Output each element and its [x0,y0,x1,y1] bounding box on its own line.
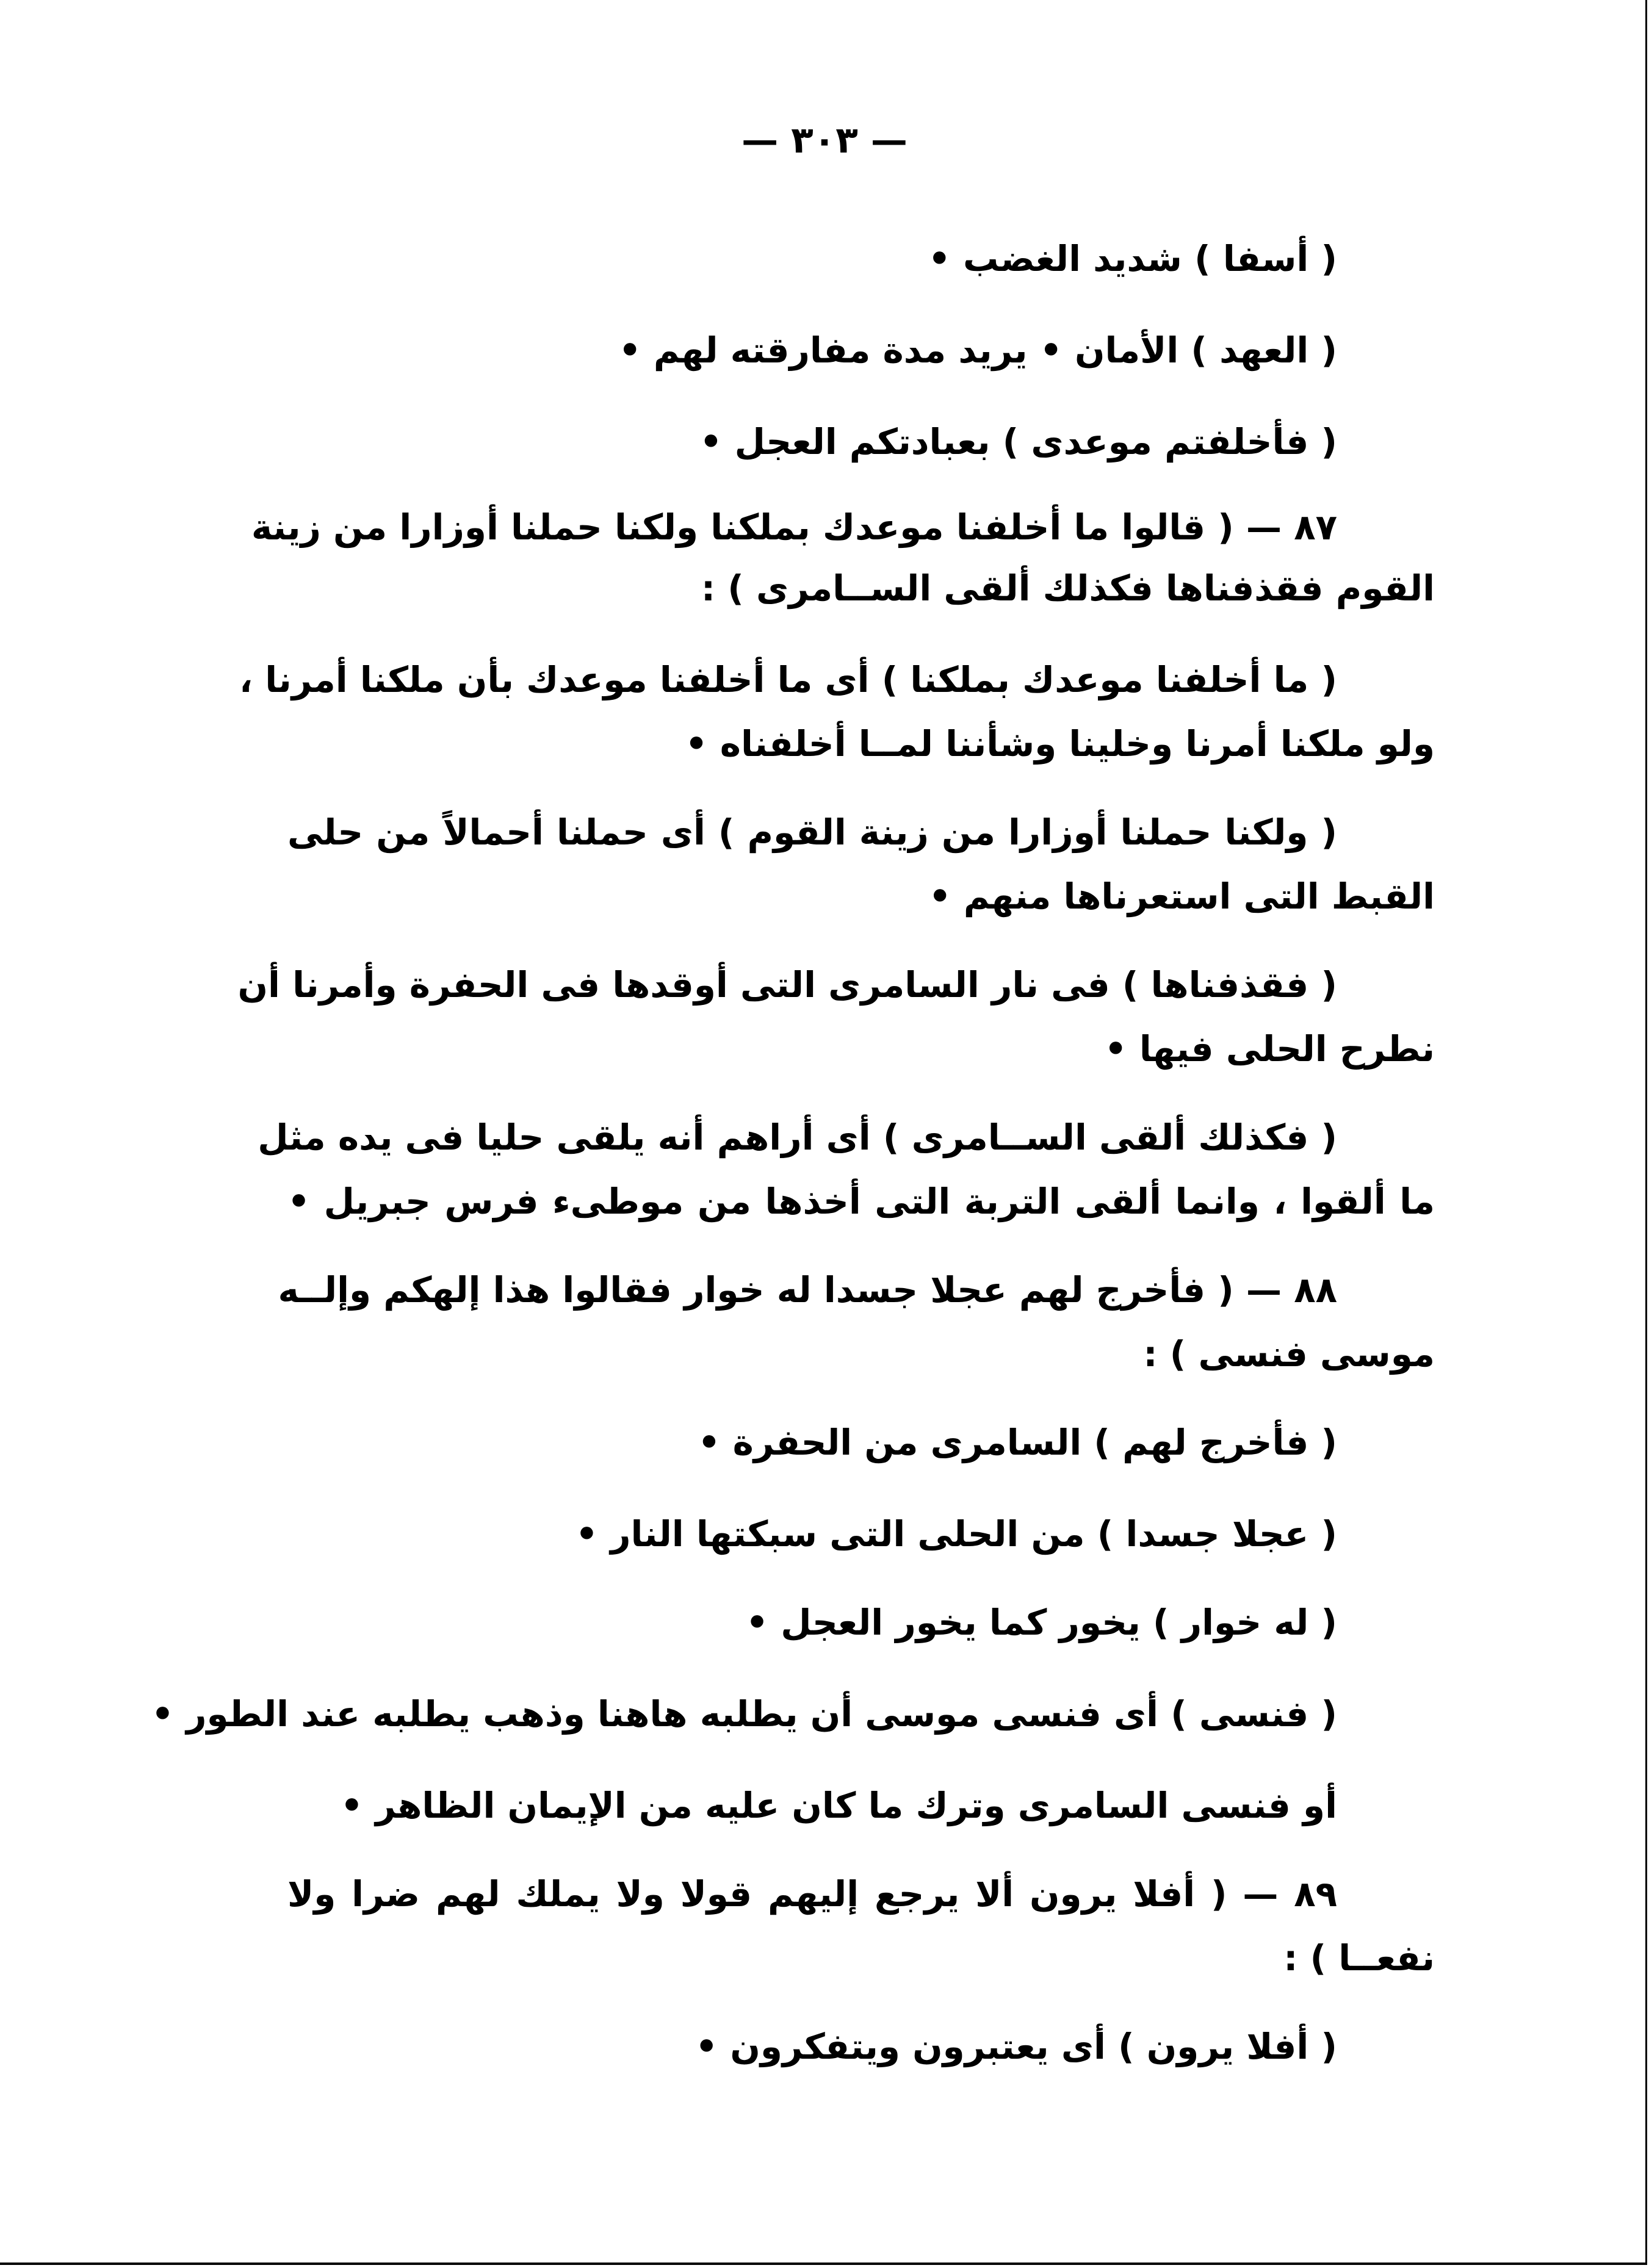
text-line-8: ( ولكنا حملنا أوزارا من زينة القوم ) أى حملنا أحمالاً من حلى [287,812,1337,853]
text-line-13: ما ألقوا ، وانما ألقى التربة التى أخذها من موطىء فرس جبريل • [287,1181,1435,1222]
text-line-20: أو فنسى السامرى وترك ما كان عليه من الإيمان الظاهر • [340,1785,1337,1826]
text-line-14: ٨٨ — ( فأخرج لهم عجلا جسدا له خوار فقالوا هذا إلهكم وإلــه [278,1269,1337,1311]
text-line-6: ( ما أخلفنا موعدك بملكنا ) أى ما أخلفنا موعدك بأن ملكنا أمرنا ، [239,659,1337,700]
text-line-2: ( العهد ) الأمان • يريد مدة مفارقته لهم • [618,329,1337,371]
text-line-1: ( أسفا ) شديد الغضب • [928,238,1337,279]
text-line-5: القوم فقذفناها فكذلك ألقى الســامرى ) : [701,567,1435,609]
text-line-17: ( عجلا جسدا ) من الحلى التى سبكتها النار • [575,1513,1337,1555]
text-line-7: ولو ملكنا أمرنا وخلينا وشأننا لمــا أخلفناه • [685,723,1435,765]
page-number: — ٣٠٣ — [742,119,907,162]
text-line-15: موسى فنسى ) : [1143,1333,1435,1375]
text-line-21: ٨٩ — ( أفلا يرون ألا يرجع إليهم قولا ولا يملك لهم ضرا ولا [287,1873,1337,1915]
text-line-9: القبط التى استعرناها منهم • [928,876,1435,917]
text-line-16: ( فأخرج لهم ) السامرى من الحفرة • [698,1422,1337,1463]
text-line-4: ٨٧ — ( قالوا ما أخلفنا موعدك بملكنا ولكنا حملنا أوزارا من زينة [251,506,1337,548]
text-line-23: ( أفلا يرون ) أى يعتبرون ويتفكرون • [695,2026,1337,2067]
text-line-19: ( فنسى ) أى فنسى موسى أن يطلبه هاهنا وذهب يطلبه عند الطور • [151,1693,1337,1735]
text-line-11: نطرح الحلى فيها • [1104,1028,1435,1070]
text-line-10: ( فقذفناها ) فى نار السامرى التى أوقدها فى الحفرة وأمرنا أن [237,964,1337,1006]
text-line-22: نفعــا ) : [1283,1937,1435,1979]
text-line-3: ( فأخلفتم موعدى ) بعبادتكم العجل • [699,421,1337,463]
text-line-18: ( له خوار ) يخور كما يخور العجل • [745,1602,1337,1643]
text-line-12: ( فكذلك ألقى الســامرى ) أى أراهم أنه يلقى حليا فى يده مثل [258,1117,1337,1158]
